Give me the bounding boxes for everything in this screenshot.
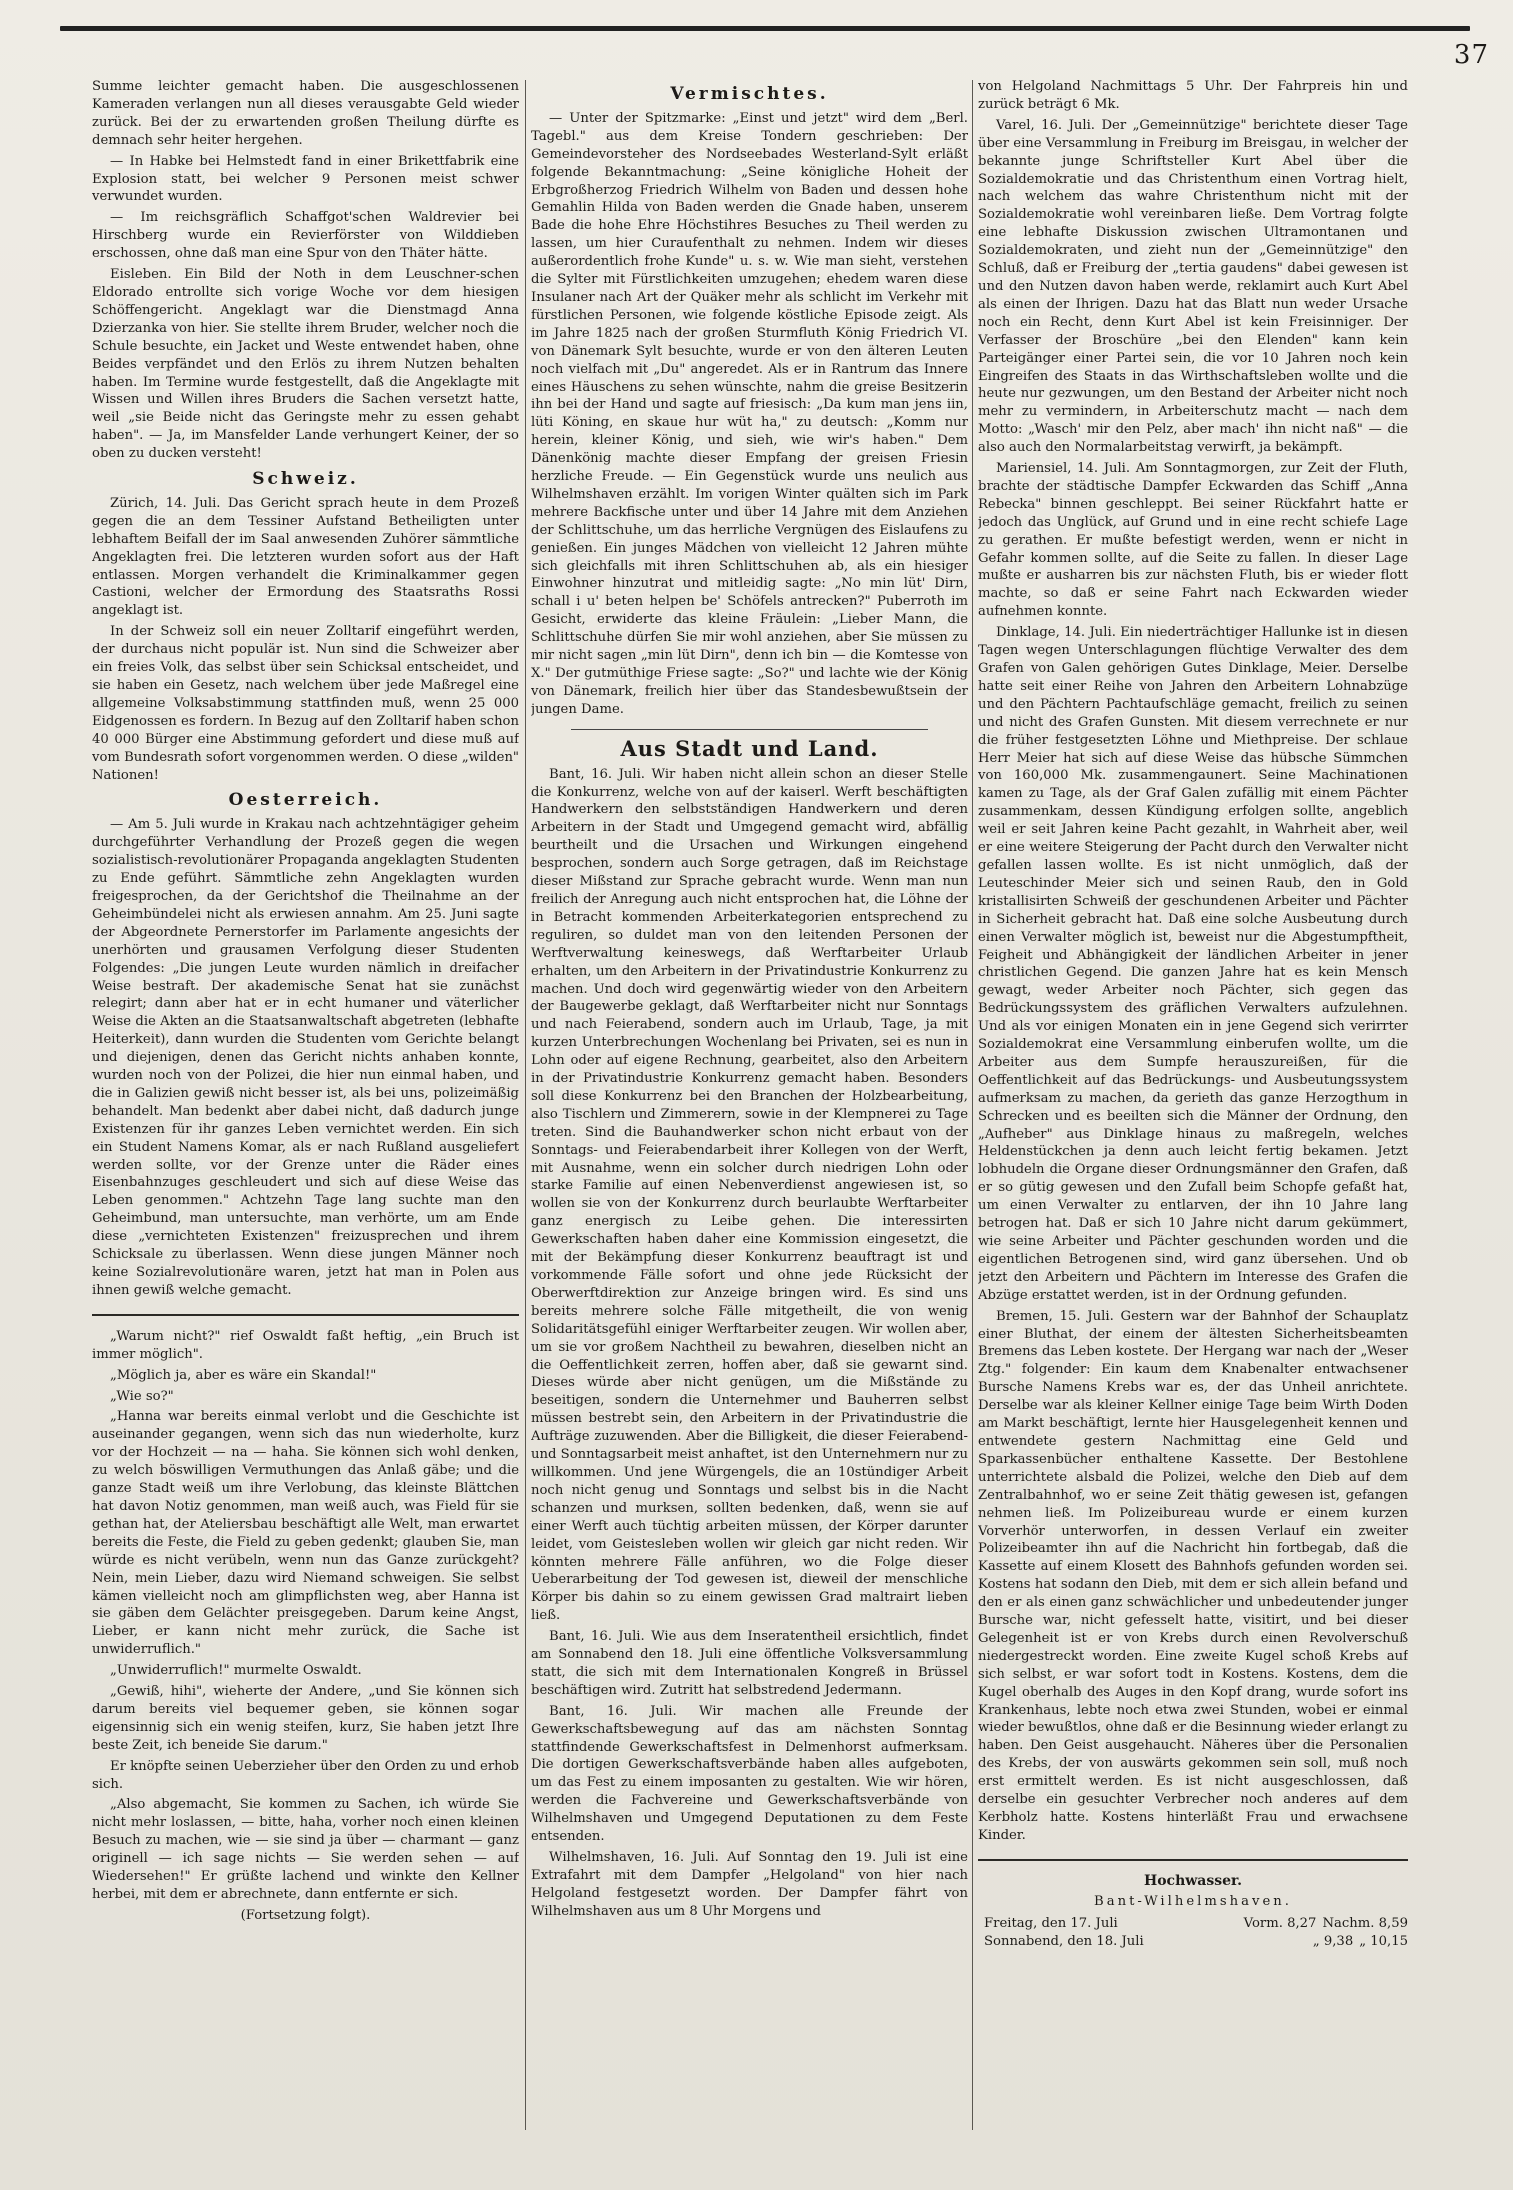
column-divider xyxy=(972,80,973,2130)
column-left xyxy=(92,78,519,2138)
article-paragraph: Summe leichter gemacht haben. Die ausgeschlossenen Kameraden verlangen nun all dieses verausgabte Geld wieder zurück. Bei der zu erwartenden großen Theilung dürfte es demnach sehr heiter hergehen. xyxy=(92,79,519,148)
section-heading-vermischtes: Vermischtes. xyxy=(670,84,829,104)
feuilleton-paragraph: „Möglich ja, aber es wäre ein Skandal!" xyxy=(110,1367,377,1383)
tide-day: Sonnabend, den 18. Juli xyxy=(984,1933,1144,1949)
tide-day: Freitag, den 17. Juli xyxy=(984,1915,1118,1931)
article-paragraph: — Am 5. Juli wurde in Krakau nach achtzehntägiger geheim durchgeführter Verhandlung der Prozeß gegen die wegen sozialistisch-revolutionärer Propaganda angeklagten Studenten zu Ende geführt. Sämmtliche zehn Angeklagten wurden freigesprochen, da der Gerichtshof die Theilnahme an der Geheimbündelei nicht als erwiesen annahm. Am 25. Juni sagte der Abgeordnete Pernerstorfer im Parlamente angesichts der unerhörten und grausamen Verfolgung dieser Studenten Folgendes: „Die jungen Leute wurden nämlich in dreifacher Weise bestraft. Der akademische Senat hat sie zunächst relegirt; dann aber hat er in echt humaner und väterlicher Weise die Akten an die Staatsanwaltschaft abgetreten (lebhafte Heiterkeit), dann wurden die Studenten vom Gerichte belangt und diejenigen, denen das Gericht nichts anhaben konnte, wurden noch von der Polizei, die hier nun einmal haben, und die in Galizien gewiß nicht besser ist, als bei uns, polizeimäßig behandelt. Man bedenkt aber dabei nicht, daß dadurch junge Existenzen für ihr ganzes Leben vernichtet werden. Ein sich ein Student Namens Komar, als er nach Rußland ausgeliefert werden sollte, vor der Grenze unter die Räder eines Eisenbahnzuges geschleudert und sich auf diese Weise das Leben genommen." Achtzehn Tage lang suchte man den Geheimbund, man untersuchte, man verhörte, um am Ende diese „vernichteten Existenzen" freizusprechen und ihrem Schicksale zu überlassen. Wenn diese jungen Männer noch keine Sozialrevolutionäre waren, jetzt hat man in Polen aus ihnen gewiß welche gemacht. xyxy=(92,817,519,1298)
tide-afternoon: „ 10,15 xyxy=(1359,1933,1408,1949)
tide-morning: „ 9,38 xyxy=(1312,1933,1354,1949)
feuilleton-paragraph: „Wie so?" xyxy=(110,1388,174,1404)
article-paragraph: Bant, 16. Juli. Wir machen alle Freunde der Gewerkschaftsbewegung auf das am nächsten Sonntag stattfindende Gewerkschaftsfest in Delmenhorst aufmerksam. Die dortigen Gewerkschaftsverbände haben alles aufgeboten, um das Fest zu einem imposanten zu gestalten. Wie wir hören, werden die Fachvereine und Gewerkschaftsverbände von Wilhelmshaven und Umgegend Deputationen zu dem Feste entsenden. xyxy=(531,1703,968,1845)
section-heading-schweiz: Schweiz. xyxy=(252,469,359,490)
column-divider xyxy=(525,80,526,2130)
column-right xyxy=(978,78,1408,2138)
feuilleton-paragraph: „Unwiderruflich!" murmelte Oswaldt. xyxy=(110,1663,362,1679)
article-paragraph: Zürich, 14. Juli. Das Gericht sprach heute in dem Prozeß gegen die an dem Tessiner Aufstand Betheiligten unter lebhaftem Beifall der im Saal anwesenden Zuhörer sämmtliche Angeklagten frei. Die letzteren wurden sofort aus der Haft entlassen. Morgen verhandelt die Kriminalkammer gegen Castioni, welcher der Ermordung des Staatsraths Rossi angeklagt ist. xyxy=(92,495,519,619)
article-paragraph: Wilhelmshaven, 16. Juli. Auf Sonntag den 19. Juli ist eine Extrafahrt mit dem Dampfer „Helgoland" von hier nach Helgoland festgesetzt worden. Der Dampfer fährt von Wilhelmshaven aus um 8 Uhr Morgens und xyxy=(531,1850,968,1919)
article-paragraph: Mariensiel, 14. Juli. Am Sonntagmorgen, zur Zeit der Fluth, brachte der städtische Dampfer Eckwarden das Schiff „Anna Rebecka" binnen geschleppt. Bei seiner Rückfahrt hatte er jedoch das Unglück, auf Grund und in eine recht schiefe Lage zu gerathen. Er mußte befestigt werden, wenn er nicht in Gefahr kommen sollte, auf die Seite zu fallen. In dieser Lage mußte er ausharren bis zur nächsten Fluth, bis er wieder flott machte, so daß er seine Fahrt nach Eckwarden wieder aufnehmen konnte. xyxy=(978,461,1408,620)
article-paragraph: — Im reichsgräflich Schaffgot'schen Waldrevier bei Hirschberg wurde ein Revierförster von Wilddieben erschossen, ohne daß man eine Spur von den Thäter hätte. xyxy=(92,210,519,262)
feuilleton-paragraph: „Gewiß, hihi", wieherte der Andere, „und Sie können sich darum bereits viel bequemer geben, sie können sogar eigensinnig sich ein wenig steifen, kurz, Sie haben jetzt Ihre beste Zeit, ich beneide Sie darum." xyxy=(92,1684,519,1753)
tide-table-title: Hochwasser. xyxy=(1143,1872,1243,1889)
section-divider xyxy=(571,729,928,730)
feuilleton-divider xyxy=(92,1314,519,1316)
article-paragraph: Dinklage, 14. Juli. Ein niederträchtiger Hallunke ist in diesen Tagen wegen Unterschlagungen flüchtige Verwalter des dem Grafen von Galen gehörigen Gutes Dinklage, Meier. Derselbe hatte seit einer Reihe von Jahren den Arbeitern Lohnabzüge und den Pächtern Pachtaufschläge gemacht, freilich zu seinen und nicht des Grafen Gunsten. Mit diesem verrechnete er nur die früher festgesetzten Löhne und Miethpreise. Der schlaue Herr Meier hat sich auf diese Weise das hübsche Sümmchen von 160,000 Mk. zusammengaunert. Seine Machinationen kamen zu Tage, als der Graf Galen zufällig mit einem Pächter zusammenkam, dessen Kündigung erfolgen sollte, angeblich weil er seit Jahren keine Pacht gezahlt, in Wahrheit aber, weil er eine weitere Steigerung der Pacht durch den Verwalter nicht gefallen lassen wollte. Es ist nicht unmöglich, daß der Leuteschinder Meier sich und seinen Raub, den in Gold kristallisirten Schweiß der geschundenen Arbeiter und Pächter in Sicherheit gebracht hat. Daß eine solche Ausbeutung durch einen Verwalter möglich ist, beweist nur die Abgestumpftheit, Feigheit und Abhängigkeit der ländlichen Arbeiter in jener christlichen Gegend. Die ganzen Jahre hat es kein Mensch gewagt, weder Arbeiter noch Pächter, sich gegen das Bedrückungssystem des gräflichen Verwalters aufzulehnen. Und als vor einigen Monaten ein in jene Gegend sich verirrter Sozialdemokrat eine Versammlung einberufen wollte, um die Arbeiter aus dem Sumpfe herauszureißen, für die Oeffentlichkeit auf das Bedrückungs- und Ausbeutungssystem aufmerksam zu machen, da gerieth das ganze Herzogthum in Schrecken und es beeilten sich die Männer der Ordnung, den „Aufheber" aus Dinklage hinaus zu maßregeln, welches Heldenstückchen ja denn auch leicht fertig bekamen. Jetzt lobhudeln die Organe dieser Ordnungsmänner den Grafen, daß er so gütig gewesen und den Zufall beim Schopfe gefaßt hat, um einen Verwalter zu entlarven, der ihn 10 Jahre lang betrogen hat. Daß er sich 10 Jahre nicht darum gekümmert, wie seine Arbeiter und Pächter geschunden worden und die eigentlichen Betrogenen sind, wird ganz übersehen. Und ob jetzt den Arbeitern und Pächtern im Interesse des Grafen die Abzüge erstattet werden, ist in der Ordnung gefunden. xyxy=(978,625,1408,1303)
article-paragraph: von Helgoland Nachmittags 5 Uhr. Der Fahrpreis hin und zurück beträgt 6 Mk. xyxy=(978,79,1408,112)
section-heading-oesterreich: Oesterreich. xyxy=(228,790,383,811)
feuilleton-paragraph: Er knöpfte seinen Ueberzieher über den Orden zu und erhob sich. xyxy=(92,1758,519,1792)
article-paragraph: — In Habke bei Helmstedt fand in einer Brikettfabrik eine Explosion statt, bei welcher 9 Personen meist schwer verwundet wurden. xyxy=(92,153,519,205)
page-number: 37 xyxy=(1453,40,1489,70)
top-rule xyxy=(60,26,1470,31)
tide-divider xyxy=(978,1859,1408,1861)
article-paragraph: Bant, 16. Juli. Wie aus dem Inseratentheil ersichtlich, findet am Sonnabend den 18. Juli eine öffentliche Volksversammlung statt, die sich mit dem Internationalen Kongreß in Brüssel beschäftigen wird. Zutritt hat selbstredend Jedermann. xyxy=(531,1629,968,1698)
feuilleton-paragraph: „Also abgemacht, Sie kommen zu Sachen, ich würde Sie nicht mehr loslassen, — bitte, haha, vorher noch einen kleinen Besuch zu machen, wie — sie sind ja über — charmant — ganz originell — ich sage nichts — Sie werden sehen — auf Wiedersehen!" Er grüßte lachend und winkte den Kellner herbei, mit dem er abrechnete, dann entfernte er sich. xyxy=(92,1797,519,1902)
article-paragraph: In der Schweiz soll ein neuer Zolltarif eingeführt werden, der durchaus nicht populär ist. Nun sind die Schweizer aber ein freies Volk, das selbst über sein Schicksal entscheidet, und sie haben ein Gesetz, nach welchem über jede Maßregel eine allgemeine Volksabstimmung stattfinden muß, wenn 25 000 Eidgenossen es fordern. In Bezug auf den Zolltarif haben schon 40 000 Bürger eine Abstimmung gefordert und diese muß auf vom Bundesrath sofort vorgenommen werden. O diese „wilden" Nationen! xyxy=(92,624,519,783)
article-paragraph: Bant, 16. Juli. Wir haben nicht allein schon an dieser Stelle die Konkurrenz, welche von auf der kaiserl. Werft beschäftigten Handwerkern den selbstständigen Handwerkern und deren Arbeitern in der Stadt und Umgegend gemacht wird, abfällig beurtheilt und die Ursachen und Wirkungen eingehend besprochen, sondern auch Sorge getragen, daß im Reichstage dieser Mißstand zur Sprache gebracht wurde. Wenn man nun freilich der Anregung auch nicht entsprochen hat, die Löhne der in Betracht kommenden Arbeiterkategorien entsprechend zu reguliren, so duldet man von den leitenden Personen der Werftverwaltung keineswegs, daß Werftarbeiter Urlaub erhalten, um den Arbeitern in der Privatindustrie Konkurrenz zu machen. Und doch wird gegenwärtig wieder von den Arbeitern der Baugewerbe geklagt, daß Werftarbeiter nicht nur Sonntags und nach Feierabend, sondern auch im Urlaub, Tage, ja mit kurzen Unterbrechungen Wochenlang bei Privaten, sei es nun in Lohn oder auf eigene Rechnung, gearbeitet, also den Arbeitern in der Privatindustrie Konkurrenz gemacht haben. Besonders soll diese Konkurrenz bei den Branchen der Holzbearbeitung, also Tischlern und Zimmerern, sowie in der Klempnerei zu Tage treten. Sind die Bauhandwerker schon nicht erbaut von der Sonntags- und Feierabendarbeit ihrer Kollegen von der Werft, mit Ausnahme, wenn ein solcher durch niedrigen Lohn oder starke Familie auf einen Nebenverdienst angewiesen ist, so wollen sie von der Konkurrenz durch beurlaubte Werftarbeiter ganz energisch zu Leibe gehen. Die interessirten Gewerkschaften haben daher eine Kommission eingesetzt, die mit der Bekämpfung dieser Konkurrenz beauftragt ist und vorkommende Fälle sofort und ohne jede Rücksicht der Oberwerftdirektion zur Anzeige bringen wird. Es sind uns bereits mehrere solche Fälle mitgetheilt, die von wenig Solidaritätsgefühl einiger Werftarbeiter zeugen. Wir wollen aber, um sie vor großem Nachtheil zu bewahren, dieselben nicht an die Oeffentlichkeit zerren, hoffen aber, daß sie gewarnt sind. Dieses würde aber nicht genügen, um die Mißstände zu beseitigen, sondern die Unternehmer und Bauherren selbst müssen bestrebt sein, den Arbeitern in der Privatindustrie die Aufträge zuzuwenden. Aber die Billigkeit, die dieser Feierabend- und Sonntagsarbeit meist anhaftet, ist den Unternehmern nur zu willkommen. Und jene Würgengels, die an 10stündiger Arbeit noch nicht genug und Sonntags und selbst bis in die Nacht schanzen und murksen, sollten bedenken, daß, wenn sie auf einer Werft auch tüchtig arbeiten müssen, der Körper darunter leidet, vom Geistesleben wollen wir gleich gar nicht reden. Wir könnten mehrere Fälle anführen, wo die Folge dieser Ueberarbeitung der Tod gewesen ist, dieweil der menschliche Körper bis dahin so zu einem gewissen Grad maltrairt lieben ließ. xyxy=(531,766,968,1624)
tide-row xyxy=(978,1933,1408,1951)
feuilleton-paragraph: „Warum nicht?" rief Oswaldt faßt heftig, „ein Bruch ist immer möglich". xyxy=(92,1328,519,1362)
section-heading-stadt-und-land: Aus Stadt und Land. xyxy=(620,735,879,761)
article-paragraph: — Unter der Spitzmarke: „Einst und jetzt" wird dem „Berl. Tagebl." aus dem Kreise Tondern geschrieben: Der Gemeindevorsteher des Nordseebades Westerland-Sylt erläßt folgende Bekanntmachung: „Seine königliche Hoheit der Erbgroßherzog Friedrich Wilhelm von Baden und dessen hohe Gemahlin Hilda von Baden werden die Gnade haben, unserem Bade die hohe Ehre Höchstihres Besuches zu Theil werden zu lassen, um hier Curaufenthalt zu nehmen. Indem wir dieses außerordentlich frohe Kunde" u. s. w. Wie man sieht, verstehen die Sylter mit Fürstlichkeiten umzugehen; ehedem waren diese Insulaner nach Art der Quäker mehr als schlicht im Verkehr mit fürstlichen Personen, wie folgende köstliche Episode zeigt. Als im Jahre 1825 nach der großen Sturmfluth König Friedrich VI. von Dänemark Sylt besuchte, wurde er von den älteren Leuten noch vielfach mit „Du" angeredet. Als er in Rantrum das Innere eines Häuschens zu sehen wünschte, nahm die greise Besitzerin ihn bei der Hand und sagte auf friesisch: „Da kum man jens iin, lüti Köning, en skaue hur wüt ha," zu deutsch: „Komm nur herein, kleiner König, und sieh, wie wir's haben." Dem Dänenkönig machte dieser Empfang der greisen Friesin herzliche Freude. — Ein Gegenstück wurde uns neulich aus Wilhelmshaven erzählt. Im vorigen Winter quälten sich im Park mehrere Backfische unter und über 14 Jahre mit dem Anziehen der Schlittschuhe, um das herrliche Vergnügen des Eislaufens zu genießen. Ein junges Mädchen von vielleicht 12 Jahren mühte sich gleichfalls mit ihren Schlittschuhen ab, als ein hiesiger Einwohner hinzutrat und mitleidig sagte: „No min lüt' Dirn, schall i u' beten helpen be' Schöfels antrecken?" Puberroth im Gesicht, erwiderte das kleine Fräulein: „Lieber Mann, die Schlittschuhe dürfen Sie mir wohl anziehen, aber Sie müssen zu mir nicht sagen „min lüt Dirn", denn ich bin — die Komtesse von X." Der gutmüthige Friese sagte: „So?" und lachte wie der König von Dänemark, freilich hier über das Standesbewußtsein der jungen Dame. xyxy=(531,110,968,717)
article-paragraph: Bremen, 15. Juli. Gestern war der Bahnhof der Schauplatz einer Bluthat, der einem der ältesten Sicherheitsbeamten Bremens das Leben kostete. Der Hergang war nach der „Weser Ztg." folgender: Ein kaum dem Knabenalter entwachsener Bursche Namens Krebs war es, der das Unheil anrichtete. Derselbe war als kleiner Kellner einige Tage beim Wirth Doden am Markt beschäftigt, lernte hier Hausgelegenheit kennen und entwendete gestern Nachmittag eine Geld und Sparkassenbücher enthaltene Kassette. Der Bestohlene unterrichtete alsbald die Polizei, welche den Dieb auf dem Zentralbahnhof, wo er seine Zeit thätig gewesen ist, gefangen nehmen ließ. Im Polizeibureau wurde er einem kurzen Vorverhör unterworfen, in dessen Verlauf ein zweiter Polizeibeamter ihn auf die Nachricht hin fortbegab, daß die Kassette auf einem Klosett des Bahnhofs gefunden worden sei. Kostens hat sodann den Dieb, mit dem er sich allein befand und den er als einen ganz schwächlicher und unbedeutender junger Bursche war, nicht gefesselt hatte, visitirt, und bei dieser Gelegenheit ist er von Krebs durch einen Revolverschuß niedergestreckt worden. Eine zweite Kugel schoß Krebs auf sich selbst, er war sofort todt in Kostens. Kostens, dem die Kugel oberhalb des Auges in den Kopf drang, wurde sofort ins Krankenhaus, lebte noch etwa zwei Stunden, wobei er einmal wieder bewußtlos, ohne daß er die Besinnung wieder erlangt zu haben. Den Geist ausgehaucht. Näheres über die Personalien des Krebs, der von auswärts gekommen sein soll, muß noch erst ermittelt werden. Es ist nicht ausgeschlossen, daß derselbe ein gesuchter Verbrecher noch anderes auf dem Kerbholz hatte. Kostens hinterläßt Frau und erwachsene Kinder. xyxy=(978,1308,1408,1843)
article-paragraph: Eisleben. Ein Bild der Noth in dem Leuschner-schen Eldorado entrollte sich vorige Woche vor dem hiesigen Schöffengericht. Angeklagt war die Dienstmagd Anna Dzierzanka von hier. Sie stellte ihrem Bruder, welcher noch die Schule besuchte, ein Jacket und Weste entwendet haben, ohne Beides verpfändet und den Erlös zu ihrem Nutzen behalten haben. Im Termine wurde festgestellt, daß die Angeklagte mit Wissen und Willen ihres Bruders die Sachen versetzt hatte, weil „sie Beide nicht das Geringste mehr zu essen gehabt haben". — Ja, im Mansfelder Lande verhungert Keiner, der so oben zu ducken versteht! xyxy=(92,267,519,462)
tide-row xyxy=(978,1915,1408,1933)
feuilleton-paragraph: „Hanna war bereits einmal verlobt und die Geschichte ist auseinander gegangen, wenn sich das nun wiederholte, kurz vor der Hochzeit — na — haha. Sie können sich wohl denken, zu welch böswilligen Vermuthungen das Anlaß gäbe; und die ganze Stadt weiß um ihre Verlobung, das kleinste Blättchen hat davon Notiz genommen, man weiß auch, was Field für sie gethan hat, der Ateliersbau beschäftigt alle Welt, man erwartet bereits die Feste, die Field zu geben gedenkt; glauben Sie, man würde es nicht verübeln, wenn nun das Ganze zurückgeht? Nein, mein Lieber, dazu wird Niemand schweigen. Sie selbst kämen vielleicht noch am glimpflichsten weg, aber Hanna ist sie gäben dem Gelächter preisgegeben. Darum keine Angst, Lieber, er kann nicht mehr zurück, die Sache ist unwiderruflich." xyxy=(92,1409,519,1658)
tide-table-location: Bant-Wilhelmshaven. xyxy=(1094,1893,1292,1909)
article-paragraph: Varel, 16. Juli. Der „Gemeinnützige" berichtete dieser Tage über eine Versammlung in Freiburg im Breisgau, in welcher der bekannte junge Schriftsteller Kurt Abel über die Sozialdemokratie und das Christenthum einen Vortrag hielt, nach welchem das wahre Christenthum nicht mit der Sozialdemokratie wohl vereinbaren ließe. Dem Vortrag folgte eine lebhafte Diskussion zwischen Ultramontanen und Sozialdemokraten, und zieht nun der „Gemeinnützige" den Schluß, daß er Freiburg der „tertia gaudens" dabei gewesen ist und den Nutzen davon haben werde, reklamirt auch Kurt Abel als einen der Ihrigen. Dazu hat das Blatt nun weder Ursache noch ein Recht, denn Kurt Abel ist kein Freisinniger. Der Verfasser der Broschüre „bei den Elenden" kann kein Parteigänger einer Partei sein, die vor 10 Jahren noch kein Eingreifen des Staats in das Wirthschaftsleben wollte und die heute nur gezwungen, um den Bestand der Arbeiter nicht noch mehr zu vermindern, in Arbeiterschutz macht — nach dem Motto: „Wasch' mir den Pelz, aber mach' ihn nicht naß" — die also auch den Normalarbeitstag verwirft, ja bekämpft. xyxy=(978,117,1408,456)
continuation-note: (Fortsetzung folgt). xyxy=(240,1907,371,1923)
column-middle xyxy=(531,78,968,2138)
tide-morning: Vorm. 8,27 xyxy=(1243,1915,1317,1931)
tide-afternoon: Nachm. 8,59 xyxy=(1322,1915,1408,1931)
